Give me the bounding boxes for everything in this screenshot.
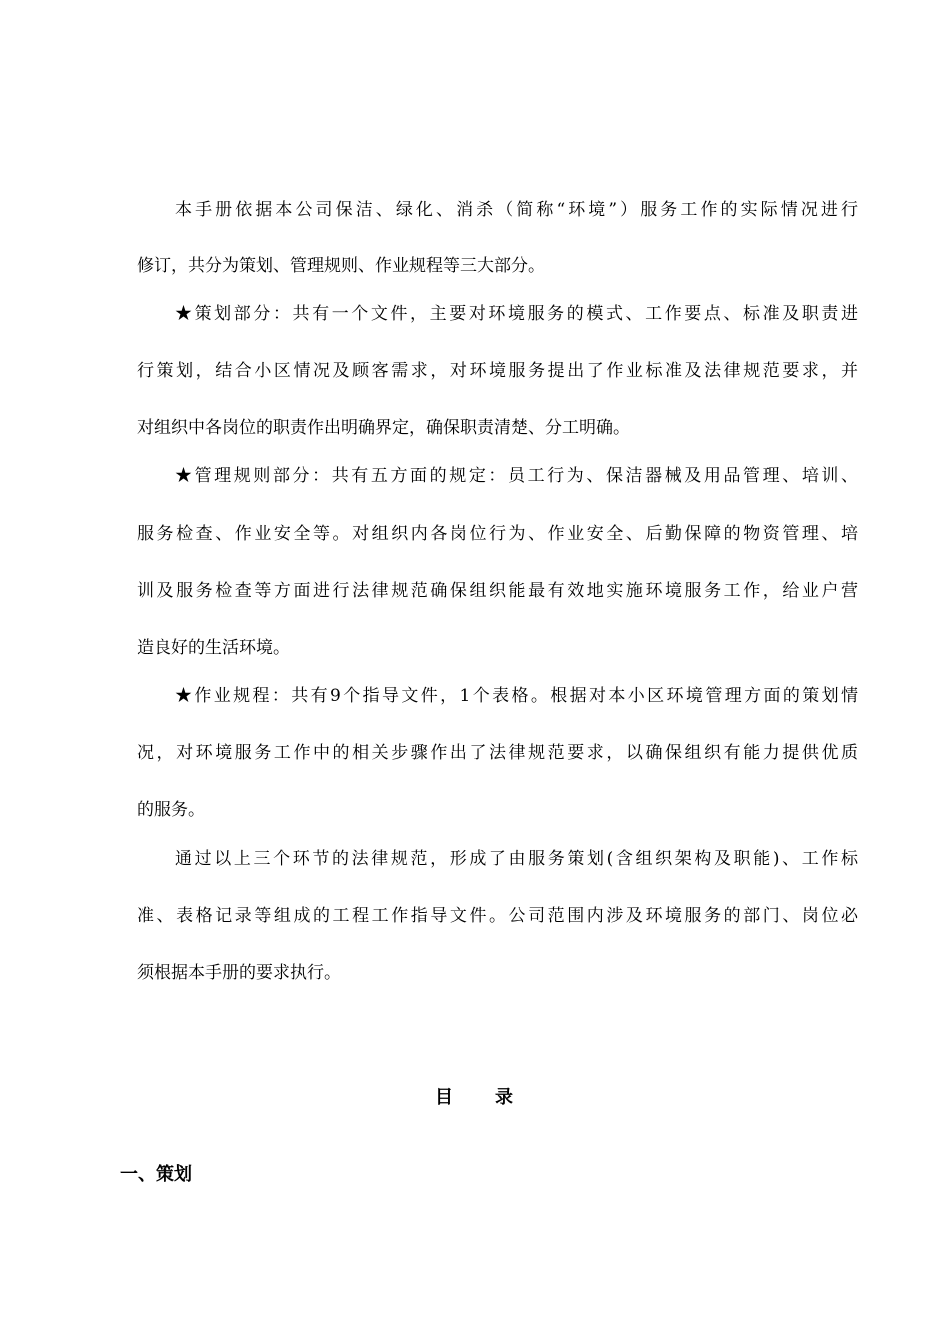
planning-line-1: ★策划部分：共有一个文件，主要对环境服务的模式、工作要点、标准及职责进 — [175, 304, 858, 324]
summary-line-1: 通过以上三个环节的法律规范，形成了由服务策划(含组织架构及职能)、工作标 — [175, 849, 858, 869]
management-line-1: ★管理规则部分：共有五方面的规定：员工行为、保洁器械及用品管理、培训、 — [175, 466, 858, 486]
summary-line-3: 须根据本手册的要求执行。 — [137, 963, 341, 983]
intro-line-1: 本手册依据本公司保洁、绿化、消杀（简称“环境”）服务工作的实际情况进行 — [175, 200, 858, 220]
management-line-2: 服务检查、作业安全等。对组织内各岗位行为、作业安全、后勤保障的物资管理、培 — [137, 524, 858, 544]
toc-title: 目 录 — [435, 1087, 515, 1108]
summary-line-2: 准、表格记录等组成的工程工作指导文件。公司范围内涉及环境服务的部门、岗位必 — [137, 906, 858, 926]
planning-line-3: 对组织中各岗位的职责作出明确界定，确保职责清楚、分工明确。 — [137, 418, 630, 438]
planning-line-2: 行策划，结合小区情况及顾客需求，对环境服务提出了作业标准及法律规范要求，并 — [137, 361, 858, 381]
management-line-3: 训及服务检查等方面进行法律规范确保组织能最有效地实施环境服务工作，给业户营 — [137, 581, 858, 601]
procedure-line-3: 的服务。 — [137, 800, 205, 820]
management-line-4: 造良好的生活环境。 — [137, 638, 290, 658]
procedure-line-2: 况，对环境服务工作中的相关步骤作出了法律规范要求，以确保组织有能力提供优质 — [137, 743, 858, 763]
toc-section-heading[interactable]: 一、策划 — [120, 1164, 192, 1185]
procedure-line-1: ★作业规程：共有9个指导文件，1个表格。根据对本小区环境管理方面的策划情 — [175, 686, 858, 706]
intro-line-2: 修订，共分为策划、管理规则、作业规程等三大部分。 — [137, 256, 545, 276]
